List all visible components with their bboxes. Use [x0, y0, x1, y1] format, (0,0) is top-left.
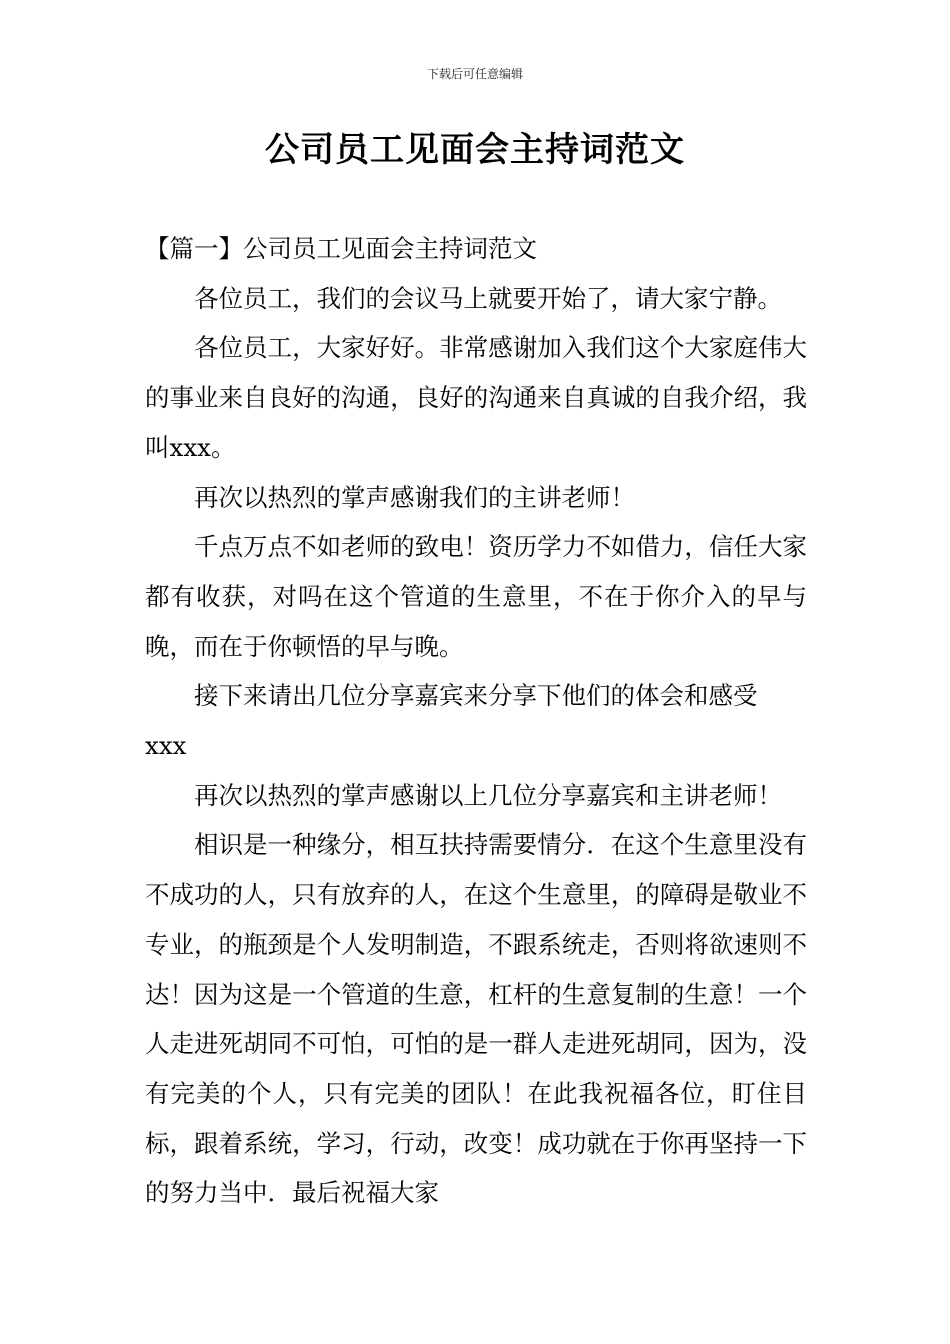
paragraph: 接下来请出几位分享嘉宾来分享下他们的体会和感受 — [194, 681, 758, 711]
header-note: 下载后可任意编辑 — [426, 67, 523, 81]
paragraph: 各位员工，大家好好。非常感谢加入我们这个大家庭伟大的事业来自良好的沟通，良好的沟通来自真诚的自我介绍，我叫xxx。 — [145, 333, 807, 462]
paragraph: 各位员工，我们的会议马上就要开始了，请大家宁静。 — [194, 283, 782, 313]
section-heading: 【篇一】公司员工见面会主持词范文 — [145, 234, 537, 263]
document-title: 公司员工见面会主持词范文 — [265, 130, 685, 170]
paragraph: 再次以热烈的掌声感谢我们的主讲老师！ — [194, 482, 635, 512]
paragraph: xxx — [145, 731, 187, 761]
paragraph: 千点万点不如老师的致电！资历学力不如借力，信任大家都有收获，对吗在这个管道的生意里，不在于你介入的早与晚，而在于你顿悟的早与晚。 — [145, 532, 807, 661]
document-body — [145, 224, 807, 1218]
paragraph: 再次以热烈的掌声感谢以上几位分享嘉宾和主讲老师！ — [194, 780, 782, 810]
paragraph: 相识是一种缘分，相互扶持需要情分．在这个生意里没有不成功的人，只有放弃的人，在这个生意里，的障碍是敬业不专业，的瓶颈是个人发明制造，不跟系统走，否则将欲速则不达！因为这是一个管道的生意，杠杆的生意复制的生意！一个人走进死胡同不可怕，可怕的是一群人走进死胡同，因为，没有完美的个人，只有完美的团队！在此我祝福各位，盯住目标，跟着系统，学习，行动，改变！成功就在于你再坚持一下的努力当中．最后祝福大家 — [145, 830, 807, 1208]
